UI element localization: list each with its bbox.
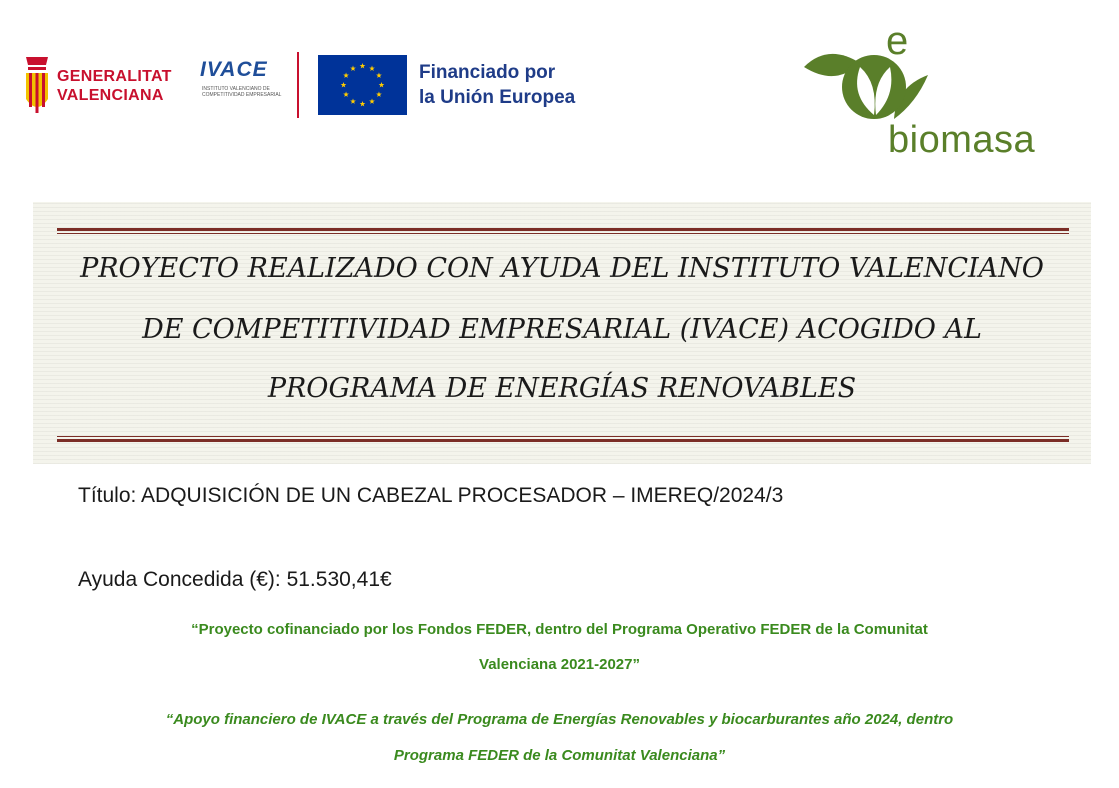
ebiomasa-letter: e [886,19,909,63]
ivace-subtitle [202,86,286,98]
ivace-support-line2: Programa FEDER de la Comunitat Valenciana” [393,747,726,764]
ivace-subtitle-line2: COMPETITIVIDAD EMPRESARIAL [202,92,282,98]
banner-top-rule [57,228,1069,231]
feder-note-line2: Valenciana 2021-2027” [479,656,640,673]
eu-line1: Financiado por [419,62,556,83]
eu-funding-text [419,60,575,110]
ebiomasa-logo [798,19,1043,161]
ivace-wordmark: IVACE [200,58,268,81]
project-title: Título: ADQUISICIÓN DE UN CABEZAL PROCESADOR – IMEREQ/2024/3 [78,484,784,507]
generalitat-wordmark [57,67,172,105]
eu-line2: la Unión Europea [419,87,576,108]
banner-bottom-rule-thin [57,436,1069,437]
banner-top-rule-thin [57,233,1069,234]
ivace-logo [200,58,286,114]
logo-divider [297,52,299,118]
generalitat-line1: GENERALITAT [57,68,172,85]
generalitat-valenciana-logo [22,55,182,119]
ivace-subtitle-line1: INSTITUTO VALENCIANO DE [202,86,270,92]
ebiomasa-wordmark: biomasa [888,119,1036,161]
feder-note-line1: “Proyecto cofinanciado por los Fondos FEDER, dentro del Programa Operativo FEDER de la Comunitat [191,621,928,638]
banner-bottom-rule [57,439,1069,442]
banner-line-3: PROGRAMA DE ENERGÍAS RENOVABLES [267,373,857,404]
generalitat-emblem-icon [22,55,52,119]
banner-line-1: PROYECTO REALIZADO CON AYUDA DEL INSTITUTO VALENCIANO [80,253,1044,284]
eu-flag-icon [318,55,407,115]
grant-amount: Ayuda Concedida (€): 51.530,41€ [78,568,392,591]
project-banner [33,202,1091,464]
ivace-support-line1: “Apoyo financiero de IVACE a través del Programa de Energías Renovables y biocarburantes año 2024, dentro [165,711,954,728]
generalitat-line2: VALENCIANA [57,87,164,104]
banner-line-2: DE COMPETITIVIDAD EMPRESARIAL (IVACE) ACOGIDO AL [142,314,982,345]
